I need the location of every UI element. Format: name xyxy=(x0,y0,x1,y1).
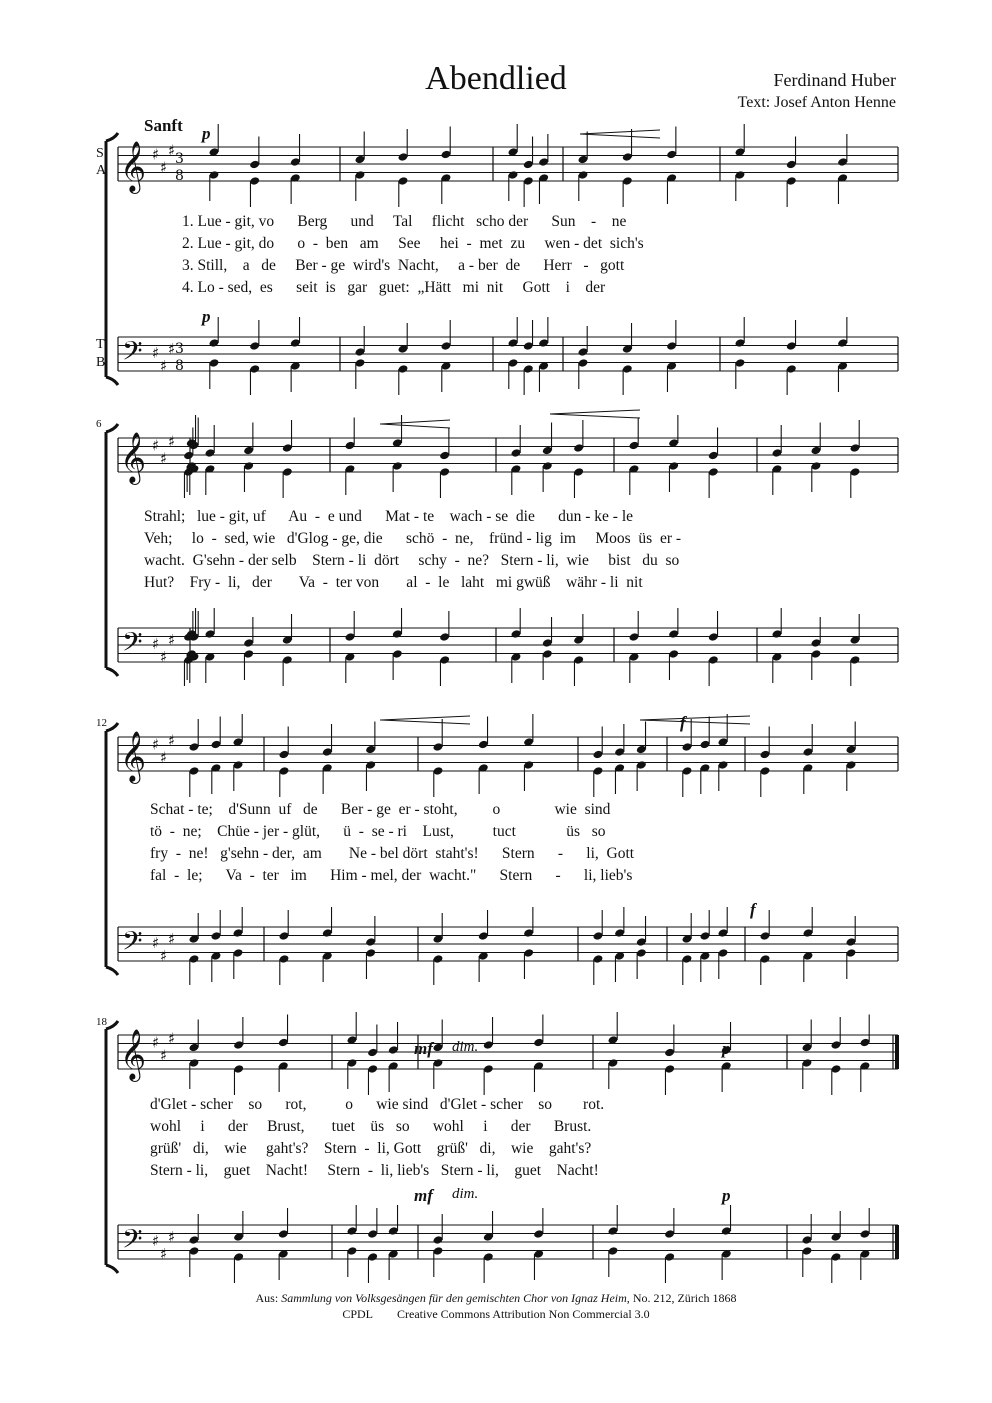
key-signature-sharp: ♯ xyxy=(152,735,160,754)
key-signature-sharp: ♯ xyxy=(152,934,160,952)
voice-label-bass: B xyxy=(96,355,106,370)
lyric-verse-2: Veh; lo - sed, wie d'Glog - ge, die schö - ne, fründ - lig im Moos üs er - xyxy=(144,530,682,547)
key-signature-sharp: ♯ xyxy=(160,946,168,965)
dim-marking: dim. xyxy=(452,1186,479,1202)
treble-clef: 𝄞 xyxy=(120,1029,147,1080)
key-signature-sharp: ♯ xyxy=(152,635,160,653)
key-signature-sharp: ♯ xyxy=(168,929,176,948)
key-signature-sharp: ♯ xyxy=(168,432,176,451)
voice-label-soprano: S xyxy=(96,146,104,161)
voice-label-tenor: T xyxy=(96,337,105,352)
key-signature-sharp: ♯ xyxy=(168,630,176,649)
final-barline xyxy=(895,1035,899,1069)
system-bracket xyxy=(106,424,118,676)
system-bracket xyxy=(106,133,118,385)
key-signature-sharp: ♯ xyxy=(152,436,160,455)
key-signature-sharp: ♯ xyxy=(168,339,176,358)
lyric-verse-1: 1. Lue - git, vo Berg und Tal flicht scho der Sun - ne xyxy=(182,213,627,230)
time-signature-numerator: 3 xyxy=(175,151,184,167)
lyric-verse-4: Stern - li, guet Nacht! Stern - li, lieb's Stern - li, guet Nacht! xyxy=(150,1162,599,1179)
composer-name: Ferdinand Huber xyxy=(773,70,896,90)
key-signature-sharp: ♯ xyxy=(168,1029,176,1048)
lyric-verse-2: wohl i der Brust, tuet üs so wohl i der Brust. xyxy=(150,1118,592,1135)
lyric-verse-3: 3. Still, a de Ber - ge wird's Nacht, a - ber de Herr - gott xyxy=(182,257,625,274)
treble-clef: 𝄞 xyxy=(120,731,147,782)
lyricist-credit: Text: Josef Anton Henne xyxy=(737,94,896,111)
dynamic-marking: p xyxy=(202,124,211,143)
hairpin xyxy=(550,410,640,418)
lyric-verse-3: grüß' di, wie gaht's? Stern - li, Gott grüß' di, wie gaht's? xyxy=(150,1140,592,1157)
hairpin xyxy=(640,716,750,724)
lyric-verse-1: d'Glet - scher so rot, o wie sind d'Glet - scher so rot. xyxy=(150,1096,605,1113)
final-barline xyxy=(895,1225,899,1259)
lyric-verse-1: Strahl; lue - git, uf Au - e und Mat - te wach - se die dun - ke - le xyxy=(144,508,633,525)
hairpin xyxy=(580,130,660,138)
dynamic-marking: f xyxy=(750,900,756,919)
key-signature-sharp: ♯ xyxy=(160,748,168,767)
key-signature-sharp: ♯ xyxy=(160,1046,168,1065)
song-title: Abendlied xyxy=(425,60,567,97)
bass-clef: 𝄢 xyxy=(122,925,143,963)
time-signature-denominator: 8 xyxy=(175,358,184,374)
key-signature-sharp: ♯ xyxy=(152,1033,160,1052)
lyric-verse-2: 2. Lue - git, do o - ben am See hei - met zu wen - det sich's xyxy=(182,235,644,252)
key-signature-sharp: ♯ xyxy=(168,141,176,160)
key-signature-sharp: ♯ xyxy=(160,1244,168,1263)
key-signature-sharp: ♯ xyxy=(152,145,160,164)
voice-label-alto: A xyxy=(96,163,107,178)
time-signature-denominator: 8 xyxy=(175,168,184,184)
dynamic-marking: mf xyxy=(414,1039,433,1058)
measure-number: 12 xyxy=(96,717,107,729)
source-prefix: Aus: xyxy=(255,1291,282,1305)
key-signature-sharp: ♯ xyxy=(160,356,168,375)
key-signature-sharp: ♯ xyxy=(152,344,160,362)
tempo-marking: Sanft xyxy=(144,116,183,135)
lyric-verse-2: tö - ne; Chüe - jer - glüt, ü - se - ri Lust, tuct üs so xyxy=(150,823,606,840)
lyric-verse-3: fry - ne! g'sehn - der, am Ne - bel dört staht's! Stern - li, Gott xyxy=(150,845,635,862)
source-suffix: No. 212, Zürich 1868 xyxy=(629,1291,737,1305)
hairpin xyxy=(380,716,470,724)
lyric-verse-3: wacht. G'sehn - der selb Stern - li dört schy - ne? Stern - li, wie bist du so xyxy=(144,552,680,569)
license-text: Creative Commons Attribution Non Commercial 3.0 xyxy=(397,1307,650,1321)
key-signature-sharp: ♯ xyxy=(160,647,168,666)
dynamic-marking: f xyxy=(680,713,686,732)
treble-clef: 𝄞 xyxy=(120,432,147,483)
treble-clef: 𝄞 xyxy=(120,141,147,192)
key-signature-sharp: ♯ xyxy=(152,1232,160,1250)
dynamic-marking: p xyxy=(722,1186,731,1205)
system-bracket xyxy=(106,1021,118,1273)
key-signature-sharp: ♯ xyxy=(168,1227,176,1246)
source-title: Sammlung von Volksgesängen für den gemischten Chor von Ignaz Heim, xyxy=(281,1291,630,1305)
measure-number: 6 xyxy=(96,418,102,430)
license-org: CPDL xyxy=(342,1307,374,1321)
lyric-verse-4: Hut? Fry - li, der Va - ter von al - le laht mi gwüß währ - li nit xyxy=(144,574,643,591)
dim-marking: dim. xyxy=(452,1039,479,1055)
system-bracket xyxy=(106,723,118,975)
lyric-verse-4: 4. Lo - sed, es seit is gar guet: „Hätt mi nit Gott i der xyxy=(182,279,606,296)
dynamic-marking: p xyxy=(202,307,211,326)
time-signature-numerator: 3 xyxy=(175,341,184,357)
key-signature-sharp: ♯ xyxy=(160,449,168,468)
bass-clef: 𝄢 xyxy=(122,1223,143,1261)
measure-number: 18 xyxy=(96,1016,107,1028)
lyric-verse-1: Schat - te; d'Sunn uf de Ber - ge er - stoht, o wie sind xyxy=(150,801,611,818)
bass-clef: 𝄢 xyxy=(122,335,143,373)
bass-clef: 𝄢 xyxy=(122,626,143,664)
key-signature-sharp: ♯ xyxy=(168,731,176,750)
key-signature-sharp: ♯ xyxy=(160,158,168,177)
dynamic-marking: mf xyxy=(414,1186,433,1205)
lyric-verse-4: fal - le; Va - ter im Him - mel, der wacht." Stern - li, lieb's xyxy=(150,867,633,884)
hairpin xyxy=(380,420,450,428)
